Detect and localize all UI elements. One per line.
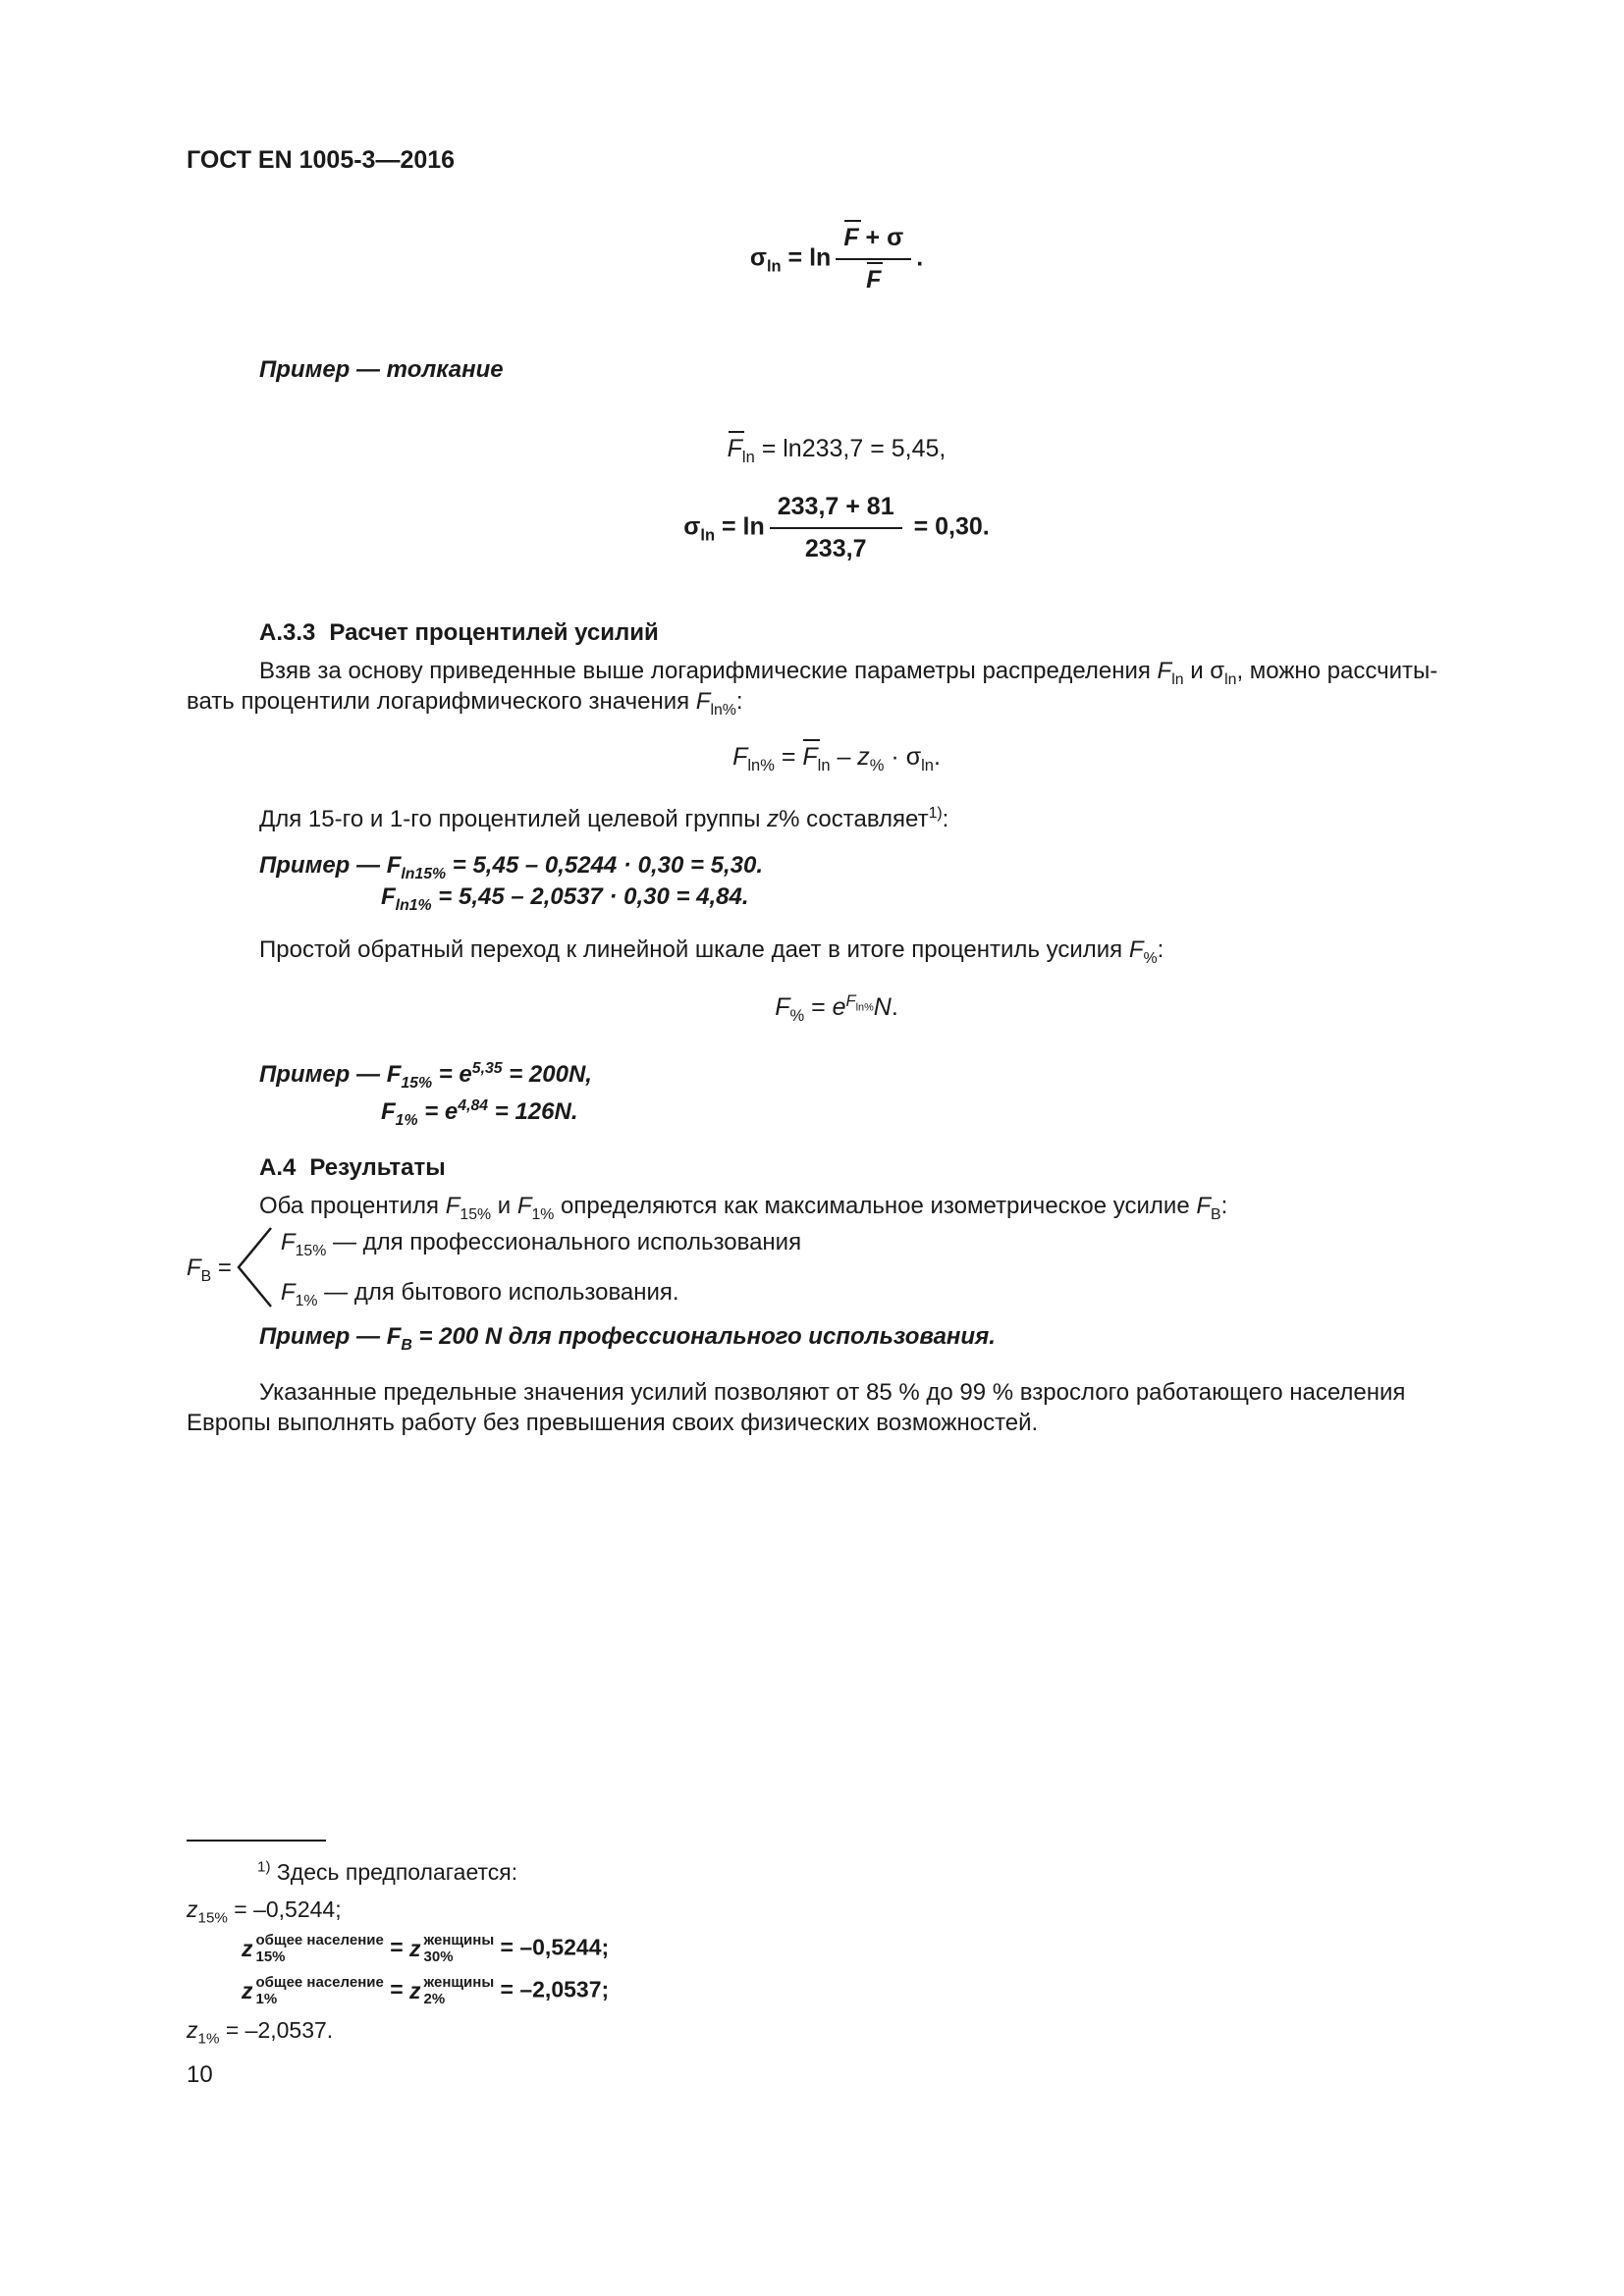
f-var: F: [775, 993, 790, 1021]
sigma-symbol: σ: [749, 243, 767, 272]
formula-body: [750, 223, 923, 295]
paragraph-both-percentiles: Оба процентиля $F_{15\%}$ и $F_{1\%}$ определяются как максимальное изометрическое усилие $F_В$:: [259, 1193, 1228, 1223]
fraction-numerator: [836, 223, 911, 258]
paragraph-line: Европы выполнять работу без превышения своих физических возможностей.: [187, 1410, 1039, 1436]
equation-result: = 0,30.: [906, 512, 990, 541]
formula-sigma-ln-definition: [187, 223, 1487, 295]
page-content: [187, 145, 1487, 1438]
f-var: F: [732, 743, 748, 771]
example-line-2: $F_{1\%} = e^{4,84} = 126N$.: [381, 1097, 578, 1129]
z-women-term: z женщины 2%: [409, 1973, 495, 2007]
paragraph-line: вать процентили логарифмического значения $F_{ln\%}$:: [187, 688, 743, 719]
sigma-symbol: σ: [683, 512, 701, 541]
f-var: F: [187, 1254, 201, 1281]
section-heading-a4: [259, 1152, 1487, 1183]
footnote-z1: $z_{1\%} = -2,0537$.: [187, 2017, 334, 2048]
f-var: F: [1157, 658, 1172, 684]
f-bar: F: [866, 266, 882, 294]
f-var: F: [1196, 1193, 1212, 1219]
formula-body: $F_{ln\%} = F_{ln} - z_{\%} \cdot \sigma_{ln}$.: [732, 743, 941, 774]
section-number: А.3.3: [259, 619, 316, 646]
z-var: z: [187, 1896, 198, 1922]
fraction-numerator: 233,7 + 81: [777, 493, 894, 520]
f-var: F: [445, 1193, 460, 1219]
case-professional: $F_{15\%}$ — для профессионального использования: [280, 1229, 802, 1259]
equation-rest: = ln233,7 = 5,45,: [754, 435, 947, 462]
footnote-intro: $^{1)}$ Здесь предполагается:: [257, 1858, 518, 1885]
z-var: z: [857, 743, 870, 771]
e-var: e: [444, 1098, 459, 1125]
example-pushing-label: Пример — толкание: [259, 356, 504, 383]
example-ln-percentiles: [259, 850, 1487, 913]
equals-ln: = ln: [715, 512, 765, 541]
footnote-z15: $z_{15\%} = -0,5244$;: [187, 1896, 342, 1927]
f-var: F: [386, 1323, 402, 1350]
paragraph-percentiles: Для 15-го и 1-го процентилей целевой группы z% составляет$^{1)}$:: [259, 805, 949, 832]
formula-f-percentile: [187, 992, 1487, 1023]
formula-body: [728, 434, 947, 464]
sigma-symbol: σ: [905, 743, 922, 771]
paragraph-linear: Простой обратный переход к линейной шкале дает в итоге процентиль усилия $F_{\%}$:: [259, 936, 1164, 967]
z-var: z: [187, 2017, 198, 2043]
f-var: F: [695, 688, 711, 715]
formula-f-ln-percentile: [187, 742, 1487, 773]
e-var: e: [832, 993, 846, 1021]
formula-sigma-ln-calculation: [187, 492, 1487, 564]
exponent: Fln%: [845, 991, 874, 1013]
formula-f-ln-value: [187, 434, 1487, 464]
example-fb: Пример — $F_В = 200$ N для профессионального использования.: [259, 1323, 996, 1354]
section-title: Расчет процентилей усилий: [329, 619, 659, 646]
numerator-tail: + σ: [858, 224, 904, 251]
f-bar: F: [727, 435, 742, 462]
f-var: F: [516, 1193, 532, 1219]
paragraph-limits: [187, 1377, 1487, 1438]
z-var: z: [767, 806, 780, 832]
fraction-denominator: [836, 258, 911, 295]
fraction-denominator: 233,7: [770, 527, 902, 564]
footnote-z-population-1: z общее население 1% = z женщины 2% = –2,0537;: [242, 1973, 610, 2007]
section-number: А.4: [259, 1154, 297, 1181]
exponent: 4,84: [458, 1097, 489, 1114]
f-bar: F: [843, 224, 859, 251]
formula-body: [683, 492, 989, 564]
f-bar: F: [802, 743, 818, 771]
section-title: Результаты: [309, 1154, 446, 1181]
example-f-percentiles: [259, 1056, 1487, 1131]
case-brace-icon: [236, 1225, 273, 1309]
doc-number: ГОСТ EN 1005-3—2016: [187, 146, 456, 174]
period: .: [916, 243, 924, 272]
z-population-term: z общее население 1%: [242, 1973, 384, 2007]
f-subscript: ln: [741, 449, 755, 466]
exponent: 5,35: [471, 1060, 503, 1077]
sigma-subscript: ln: [766, 257, 782, 276]
case-domestic: $F_{1\%}$ — для бытового использования.: [280, 1279, 679, 1309]
fb-lhs: $F_В$ =: [187, 1254, 232, 1285]
example-pushing: [259, 354, 1487, 385]
footnote-separator: [187, 1840, 326, 1842]
equals-ln: = ln: [781, 243, 832, 272]
footnote-z-population-15: z общее население 15% = z женщины 30% = –0,5244;: [242, 1932, 610, 1966]
fraction: [770, 492, 902, 564]
f-var: F: [381, 1098, 396, 1125]
paragraph-line: Указанные предельные значения усилий позволяют от 85 % до 99 % взрослого работающего населения: [259, 1379, 1406, 1406]
f-var: F: [381, 883, 396, 910]
sigma-subscript: ln: [700, 526, 716, 545]
case-lines: [281, 1227, 801, 1308]
footnote-reference: 1): [928, 805, 943, 822]
example-line-1: Пример — $F_{15\%} = e^{5,35} = 200N$,: [259, 1060, 592, 1092]
z-population-term: z общее население 15%: [242, 1932, 384, 1966]
paragraph-line: Взяв за основу приведенные выше логарифмические параметры распределения $F_{ln}$ и $\sigma_{ln}$, можно рассчиты-: [259, 658, 1438, 688]
fraction: [836, 223, 911, 295]
f-var: F: [280, 1279, 296, 1306]
fb-cases-block: [187, 1225, 1487, 1309]
footnote-block: [187, 1840, 1487, 2048]
f-var: F: [280, 1229, 296, 1255]
f-var: F: [1128, 936, 1144, 963]
page-number: 10: [187, 2061, 213, 2088]
n-var: N: [873, 993, 892, 1021]
e-var: e: [459, 1061, 472, 1088]
formula-body: $F_{\%} = e^{F_{ln\%}}N$.: [775, 991, 898, 1025]
z-women-term: z женщины 30%: [409, 1932, 495, 1966]
section-heading-a33: [259, 617, 1487, 648]
f-var: F: [386, 852, 402, 879]
f-var: F: [386, 1061, 402, 1088]
paragraph-basis: [187, 656, 1487, 717]
example-line-2: $F_{ln1\%} = 5,45 - 2,0537 \cdot 0,30 = 4,84$.: [381, 883, 749, 914]
footnote-marker: 1): [257, 1858, 271, 1876]
example-line-1: Пример — $F_{ln15\%} = 5,45 - 0,5244 \cdot 0,30 = 5,30$.: [259, 852, 764, 882]
